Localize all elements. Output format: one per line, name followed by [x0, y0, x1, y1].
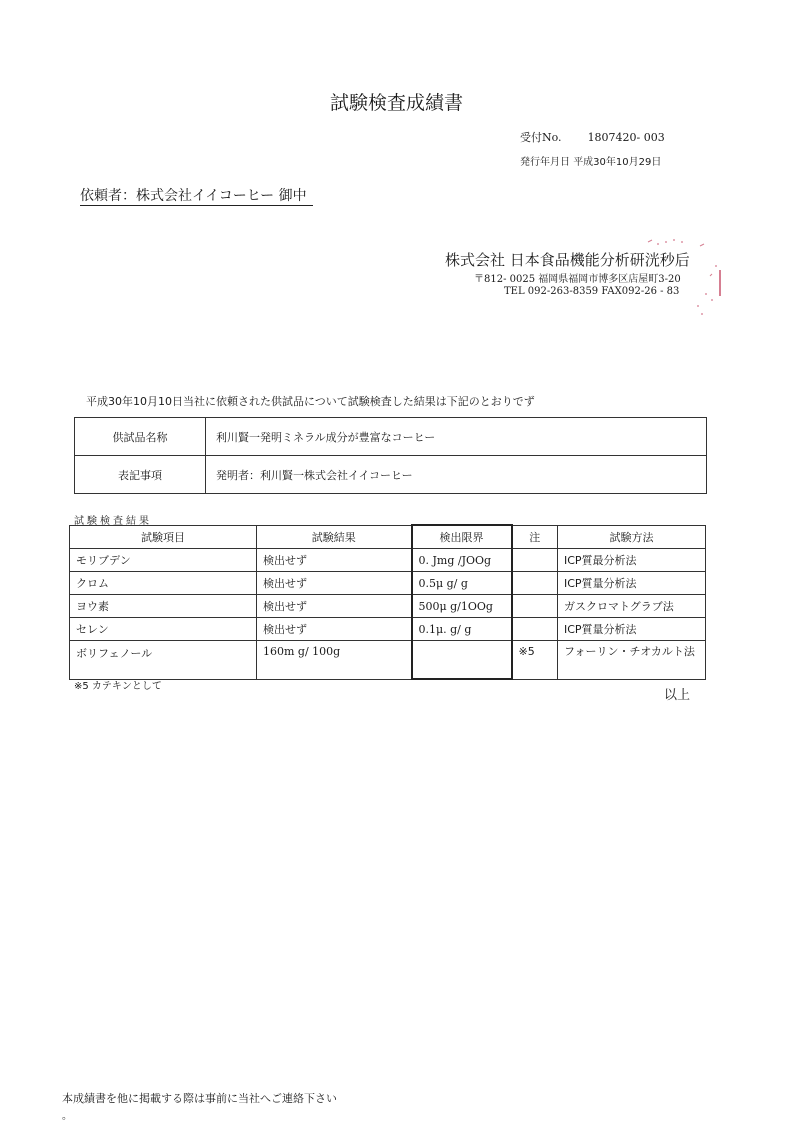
labeling-key: 表記事項 — [75, 456, 206, 494]
issue-date-value: 平成30年10月29日 — [573, 157, 662, 168]
header-note: 注 — [512, 525, 558, 549]
issuer-name: 株式会社 日本食品機能分析研洸秒后 — [445, 251, 690, 269]
header-test-item: 試験項目 — [70, 525, 257, 549]
cell-result: 検出せず — [257, 572, 412, 595]
company-seal-stamp — [640, 236, 730, 318]
table-row — [70, 618, 706, 641]
cell-note — [512, 595, 558, 618]
cell-item: セレン — [70, 618, 257, 641]
intro-text: 平成30年10月10日当社に依頼された供試品について試験検査した結果は下記のとおりでず — [86, 395, 535, 408]
cell-result: 検出せず — [257, 618, 412, 641]
header-method: 試験方法 — [558, 525, 706, 549]
table-header-row — [70, 525, 706, 549]
cell-limit: 500μ g/1OOg — [412, 595, 512, 618]
cell-method: ガスクロマトグラブ法 — [558, 595, 706, 618]
cell-result: 検出せず — [257, 549, 412, 572]
table-row — [70, 641, 706, 680]
receipt-number — [520, 129, 665, 145]
cell-item: クロム — [70, 572, 257, 595]
footnote: ※5 カテキンとして — [74, 681, 162, 692]
cell-item: モリブデン — [70, 549, 257, 572]
table-row — [70, 572, 706, 595]
header-test-result: 試験結果 — [257, 525, 412, 549]
end-mark: 以上 — [664, 688, 691, 703]
table-row — [75, 456, 707, 494]
cell-note: ※5 — [512, 641, 558, 680]
cell-note — [512, 549, 558, 572]
cell-note — [512, 572, 558, 595]
issuer-tel: TEL 092-263-8359 FAX092-26 - 83 — [504, 286, 680, 297]
cell-limit: 0. Jmg /JOOg — [412, 549, 512, 572]
issuer-address: 〒812- 0025 福岡県福岡市博多区店屋町3-20 — [474, 274, 681, 285]
bottom-note: 本成績書を他に掲載する際は事前に当社へご連絡下さい — [62, 1092, 337, 1105]
cell-item: ヨウ素 — [70, 595, 257, 618]
cell-item: ボリフェノール — [70, 641, 257, 680]
cell-result: 検出せず — [257, 595, 412, 618]
cell-note — [512, 618, 558, 641]
document-title: 試験検査成績書 — [329, 92, 463, 114]
cell-limit: 0.5μ g/ g — [412, 572, 512, 595]
cell-limit — [412, 641, 512, 680]
cell-method: フォーリン・チオカルト法 — [558, 641, 706, 680]
results-table — [69, 524, 706, 680]
labeling-value: 発明者：利川賢一株式会社イイコーヒー — [206, 456, 707, 494]
sample-name-value: 利川賢一発明ミネラル成分が豊富なコーヒー — [206, 418, 707, 456]
bottom-note-period: 。 — [62, 1111, 72, 1122]
issue-date-label: 発行年月日 — [520, 157, 570, 168]
sample-info-table — [74, 417, 707, 494]
table-row — [70, 549, 706, 572]
cell-method: ICP質量分析法 — [558, 618, 706, 641]
cell-result: 160m g/ 100g — [257, 641, 412, 680]
header-detection-limit: 検出限界 — [412, 525, 512, 549]
results-heading: 試験検査結果 — [74, 516, 152, 527]
receipt-value: 1807420- 003 — [587, 131, 665, 144]
receipt-label: 受付No. — [520, 131, 562, 144]
client-name: 依頼者：株式会社イイコーヒー 御中 — [80, 187, 313, 206]
cell-limit: 0.1μ. g/ g — [412, 618, 512, 641]
cell-method: ICP質量分析法 — [558, 572, 706, 595]
table-row — [70, 595, 706, 618]
issue-date — [520, 153, 661, 168]
cell-method: ICP質最分析法 — [558, 549, 706, 572]
table-row — [75, 418, 707, 456]
sample-name-key: 供試品名称 — [75, 418, 206, 456]
